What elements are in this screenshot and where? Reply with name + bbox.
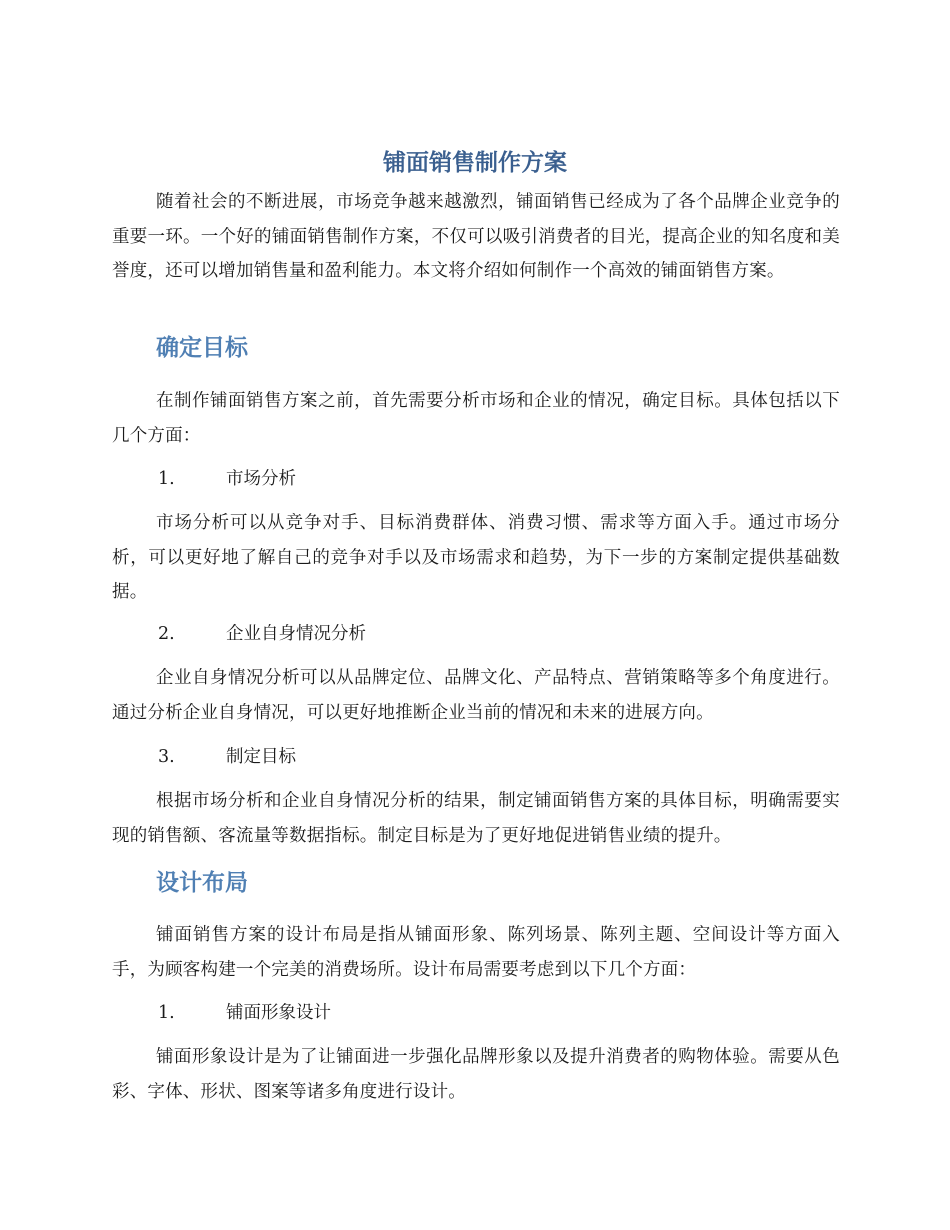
list-number: 3. (158, 747, 175, 767)
list-label: 市场分析 (226, 469, 296, 489)
document-title: 铺面销售制作方案 (383, 150, 567, 176)
list-number: 2. (158, 624, 175, 644)
list-item-set-goals (158, 743, 296, 771)
list-number: 1. (158, 469, 175, 489)
list-label: 铺面形象设计 (226, 1003, 331, 1023)
paragraph-set-goals: 根据市场分析和企业自身情况分析的结果，制定铺面销售方案的具体目标，明确需要实现的销售额、客流量等数据指标。制定目标是为了更好地促进销售业绩的提升。 (112, 791, 840, 846)
list-item-market-analysis (158, 465, 296, 493)
paragraph-company-analysis: 企业自身情况分析可以从品牌定位、品牌文化、产品特点、营销策略等多个角度进行。通过分析企业自身情况，可以更好地推断企业当前的情况和未来的进展方向。 (112, 668, 840, 723)
list-item-storefront-image (158, 999, 331, 1027)
intro-paragraph: 随着社会的不断进展，市场竞争越来越激烈，铺面销售已经成为了各个品牌企业竞争的重要一环。一个好的铺面销售制作方案，不仅可以吸引消费者的目光，提高企业的知名度和美誉度，还可以增加销售量和盈利能力。本文将介绍如何制作一个高效的铺面销售方案。 (112, 192, 840, 281)
list-label: 企业自身情况分析 (226, 624, 366, 644)
list-label: 制定目标 (226, 747, 296, 767)
section-intro-goals: 在制作铺面销售方案之前，首先需要分析市场和企业的情况，确定目标。具体包括以下几个方面： (112, 391, 840, 446)
paragraph-storefront-image: 铺面形象设计是为了让铺面进一步强化品牌形象以及提升消费者的购物体验。需要从色彩、字体、形状、图案等诸多角度进行设计。 (112, 1047, 840, 1102)
paragraph-market-analysis: 市场分析可以从竞争对手、目标消费群体、消费习惯、需求等方面入手。通过市场分析，可以更好地了解自己的竞争对手以及市场需求和趋势，为下一步的方案制定提供基础数据。 (112, 513, 840, 602)
section-intro-layout: 铺面销售方案的设计布局是指从铺面形象、陈列场景、陈列主题、空间设计等方面入手，为顾客构建一个完美的消费场所。设计布局需要考虑到以下几个方面： (112, 925, 840, 980)
list-number: 1. (158, 1003, 175, 1023)
section-heading-goals: 确定目标 (156, 335, 248, 361)
list-item-company-analysis (158, 620, 366, 648)
section-heading-layout: 设计布局 (156, 870, 248, 896)
